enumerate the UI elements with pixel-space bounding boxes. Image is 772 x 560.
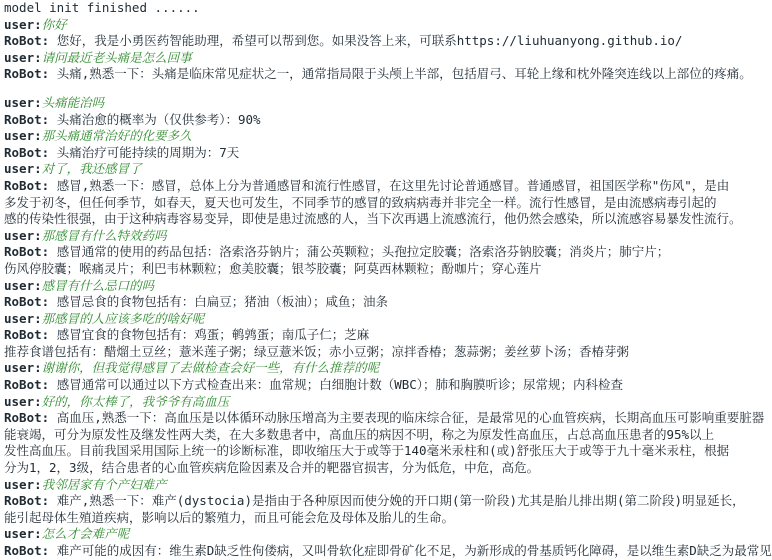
bot-message: [4, 493, 745, 510]
bot-message: [4, 145, 676, 162]
user-message-text: 那感冒的人应该多吃的啥好呢: [41, 310, 205, 326]
bot-message-continuation: [4, 510, 676, 527]
bot-label: RoBot:: [4, 144, 50, 160]
bot-message-text: 头痛治疗可能持续的周期为：7天: [56, 144, 240, 160]
bot-message-continuation: [4, 344, 676, 361]
user-prompt-label: user:: [4, 94, 42, 110]
bot-message: [4, 377, 676, 394]
user-message: [4, 17, 676, 34]
user-prompt-label: user:: [4, 128, 42, 144]
user-prompt-label: user:: [4, 476, 42, 492]
bot-message-text: 感冒宜食的食物包括有：鸡蛋；鹌鹑蛋；南瓜子仁；芝麻: [56, 327, 370, 343]
user-message: [4, 95, 676, 112]
bot-message: [4, 244, 676, 261]
bot-label: RoBot:: [4, 111, 50, 127]
bot-label: RoBot:: [4, 410, 50, 426]
bot-message-continuation: [4, 211, 742, 228]
bot-message-text: 头痛治愈的概率为（仅供参考）：90%: [56, 111, 261, 127]
user-prompt-label: user:: [4, 360, 42, 376]
user-message: [4, 161, 676, 178]
blank-line: [4, 83, 676, 95]
user-prompt-label: user:: [4, 393, 42, 409]
continuation-text: 多发于初冬，但任何季节，如春天，夏天也可发生，不同季节的感冒的致病病毒并非完全一样。流行性感冒，是由流感病毒引起的: [4, 194, 717, 210]
bot-message: [4, 294, 676, 311]
user-message: [4, 278, 676, 295]
user-prompt-label: user:: [4, 16, 42, 32]
continuation-text: 能引起母体生殖道疾病，影响以后的繁殖力，而且可能会危及母体及胎儿的生命。: [4, 509, 455, 525]
bot-message: [4, 410, 765, 427]
continuation-text: 发性高血压。目前我国采用国际上统一的诊断标准，即收缩压大于或等于140毫米汞柱和(或)舒张压大于或等于九十毫米汞柱，根据: [4, 443, 730, 459]
user-message-text: 那感冒有什么特效药吗: [41, 227, 167, 243]
user-message: [4, 394, 676, 411]
bot-message-continuation: [4, 426, 715, 444]
user-prompt-label: user:: [4, 161, 42, 177]
bot-message-text: 难产可能的成因有：维生素D缺乏性佝偻病，又叫骨软化症即骨矿化不足，为新形成的骨基质钙化障碍，是以维生素D缺乏为最常见: [56, 543, 772, 558]
user-message-text: 头痛能治吗: [41, 94, 105, 110]
bot-message: [4, 66, 752, 83]
user-message-text: 怎么才会难产呢: [41, 526, 130, 542]
user-message: [4, 311, 676, 328]
user-prompt-label: user:: [4, 277, 42, 293]
user-prompt-label: user:: [4, 310, 42, 326]
bot-label: RoBot:: [4, 177, 50, 193]
bot-message-text: 难产,熟悉一下：难产(dystocia)是指由于各种原因而使分娩的开口期(第一阶段)尤其是胎儿排出期(第二阶段)明显延长，: [56, 493, 745, 509]
user-message-text: 我邻居家有个产妇难产: [41, 476, 167, 492]
user-prompt-label: user:: [4, 49, 42, 65]
user-message: [4, 360, 676, 377]
user-message: [4, 228, 676, 245]
bot-message-continuation: [4, 194, 717, 212]
user-prompt-label: user:: [4, 526, 42, 542]
user-message-text: 好的，你太棒了，我爷爷有高血压: [41, 393, 230, 409]
bot-message-text: 头痛,熟悉一下：头痛是临床常见症状之一，通常指局限于头颅上半部，包括眉弓、耳轮上缘和枕外隆突连线以上部位的疼痛。: [56, 66, 752, 82]
user-message-text: 感冒有什么忌口的吗: [41, 277, 155, 293]
bot-label: RoBot:: [4, 33, 50, 49]
user-message-text: 你好: [41, 16, 67, 32]
bot-message: [4, 112, 676, 129]
bot-message-continuation: [4, 460, 676, 477]
user-message-text: 请问最近老头痛是怎么回事: [41, 49, 192, 65]
user-message: [4, 526, 676, 543]
bot-message: [4, 177, 730, 195]
bot-label: RoBot:: [4, 543, 50, 558]
continuation-text: 分为1，2，3级，结合患者的心血管疾病危险因素及合并的靶器官损害，分为低危，中危，高危。: [4, 460, 540, 476]
bot-label: RoBot:: [4, 244, 50, 260]
user-message-text: 那头痛通常治好的化要多久: [41, 128, 192, 144]
user-message: [4, 477, 676, 494]
continuation-text: 感的传染性很强，由于这种病毒容易变异，即使是患过流感的人，当下次再遇上流感流行，他仍然会感染，所以流感容易暴发性流行。: [4, 211, 742, 227]
bot-message: [4, 33, 683, 50]
user-message: [4, 50, 676, 67]
user-prompt-label: user:: [4, 227, 42, 243]
continuation-text: 伤风停胶囊；喉痛灵片；利巴韦林颗粒；愈美胶囊；银芩胶囊；阿莫西林颗粒；酚咖片；穿心莲片: [4, 260, 542, 276]
bot-label: RoBot:: [4, 327, 50, 343]
user-message-text: 对了，我还感冒了: [41, 161, 142, 177]
bot-message-continuation: [4, 443, 730, 460]
bot-message-text: 感冒忌食的食物包括有：白扁豆；猪油（板油）；咸鱼；油条: [56, 294, 388, 310]
bot-message: [4, 327, 676, 344]
bot-message-continuation: [4, 261, 676, 278]
chat-log: [4, 16, 772, 560]
bot-label: RoBot:: [4, 66, 50, 82]
bot-label: RoBot:: [4, 377, 50, 393]
bot-message-text: 感冒通常的使用的药品包括：洛索洛芬钠片；蒲公英颗粒；头孢拉定胶囊；洛索洛芬钠胶囊；消炎片；肺宁片；: [56, 244, 670, 260]
bot-label: RoBot:: [4, 294, 50, 310]
user-message: [4, 128, 676, 145]
init-message: model init finished ......: [4, 0, 200, 15]
continuation-text: 能衰竭，可分为原发性及继发性两大类，在大多数患者中，高血压的病因不明，称之为原发性高血压，占总高血压患者的95%以上: [4, 426, 715, 442]
user-message-text: 谢谢你，但我觉得感冒了去做检查会好一些，有什么推荐的呢: [41, 360, 380, 376]
continuation-text: 推荐食谱包括有：醋熘土豆丝；薏米莲子粥；绿豆薏米饭；赤小豆粥；凉拌香椿；葱蒜粥；姜丝萝卜汤；香椿芽粥: [4, 343, 630, 359]
bot-message-text: 感冒,熟悉一下：感冒，总体上分为普通感冒和流行性感冒，在这里先讨论普通感冒。普通感冒，祖国医学称"伤风"，是由: [56, 177, 730, 193]
bot-message: [4, 543, 772, 560]
bot-message-text: 感冒通常可以通过以下方式检查出来：血常规；白细胞计数（WBC）；肺和胸膜听诊；尿常规；内科检查: [56, 377, 624, 393]
bot-message-text: 您好，我是小勇医药智能助理，希望可以帮到您。如果没答上来，可联系https://liuhuanyong.github.io/: [56, 33, 683, 49]
bot-message-text: 高血压,熟悉一下：高血压是以体循环动脉压增高为主要表现的临床综合征，是最常见的心血管疾病，长期高血压可影响重要脏器: [56, 410, 765, 426]
bot-label: RoBot:: [4, 493, 50, 509]
